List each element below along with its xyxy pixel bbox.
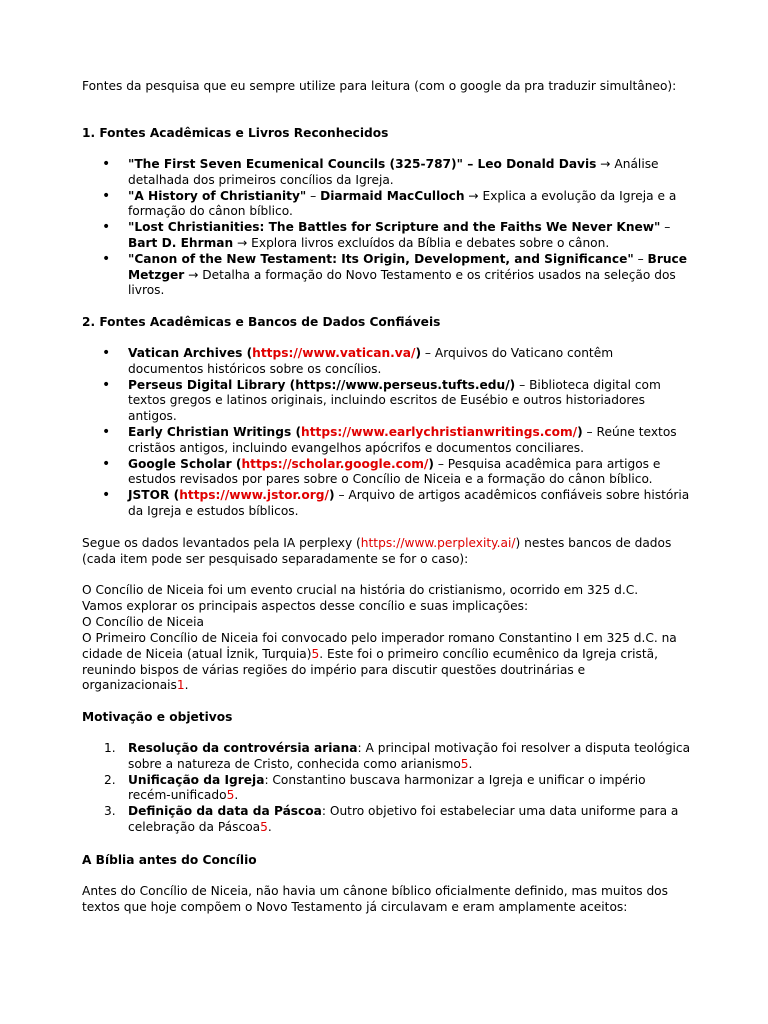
motivacao-list [82,741,692,836]
reference-link[interactable]: 5 [260,819,268,834]
reference-link[interactable]: 5 [226,788,235,803]
intro-text: Fontes da pesquisa que eu sempre utilize para leitura (com o google da pra traduzir simultâneo): [82,79,677,93]
jstor-link[interactable]: https://www.jstor.org/ [179,488,329,503]
niceia-subtitle: O Concílio de Niceia [82,615,205,629]
section2-list [82,346,692,520]
list-item: 1. Resolução da controvérsia ariana: A principal motivação foi resolver a disputa teológica sobre a natureza de Cristo, conhecida como arianismo5. [104,741,691,771]
list-item: • Google Scholar (https://scholar.google.com/) – Pesquisa acadêmica para artigos e estudos revisados por pares sobre o Concílio de Niceia e a formação do cânon bíblico. [82,457,692,489]
perplexity-paragraph: Segue os dados levantados pela IA perplexy (https://www.perplexity.ai/) nestes bancos de dados (cada item pode ser pesquisado separadamente se for o caso): [82,536,672,566]
reference-link[interactable]: 5 [311,646,320,661]
list-item: • "Canon of the New Testament: Its Origin, Development, and Significance" – Bruce Metzger → Detalha a formação do Novo Testamento e os critérios usados na seleção dos livros. [82,252,692,299]
list-item: 2. Unificação da Igreja: Constantino buscava harmonizar a Igreja e unificar o império recém-unificado5. [104,772,646,803]
vatican-link[interactable]: https://www.vatican.va/ [252,346,416,360]
earlychristianwritings-link[interactable]: https://www.earlychristianwritings.com/ [301,424,578,439]
list-item: • Vatican Archives (https://www.vatican.va/) – Arquivos do Vaticano contêm documentos históricos sobre os concílios. [82,346,692,378]
list-item: • Early Christian Writings (https://www.earlychristianwritings.com/) – Reúne textos cristãos antigos, incluindo evangelhos apócrifos e documentos conciliares. [82,425,692,457]
list-item: • Perseus Digital Library (https://www.perseus.tufts.edu/) – Biblioteca digital com textos gregos e latinos originais, incluindo escritos de Eusébio e outros historiadores antigos. [82,378,692,425]
niceia-line2: Vamos explorar os principais aspectos desse concílio e suas implicações: [82,599,529,613]
list-item: • JSTOR (https://www.jstor.org/) – Arquivo de artigos acadêmicos confiáveis sobre história da Igreja e estudos bíblicos. [82,488,692,520]
list-item: • "Lost Christianities: The Battles for Scripture and the Faiths We Never Knew" – Bart D. Ehrman → Explora livros excluídos da Bíblia e debates sobre o cânon. [82,220,692,252]
niceia-line1: O Concílio de Niceia foi um evento crucial na história do cristianismo, ocorrido em 325 d.C. [82,583,639,597]
list-item: 3. Definição da data da Páscoa: Outro objetivo foi estabeleciar uma data uniforme para a celebração da Páscoa5. [104,804,679,834]
section2-heading: 2. Fontes Acadêmicas e Bancos de Dados Confiáveis [82,315,441,329]
reference-link[interactable]: 1 [176,678,185,693]
perplexity-link[interactable]: https://www.perplexity.ai/ [360,536,516,550]
motivacao-heading: Motivação e objetivos [82,710,233,724]
list-item: • "A History of Christianity" – Diarmaid MacCulloch → Explica a evolução da Igreja e a formação do cânon bíblico. [82,189,692,221]
scholar-link[interactable]: https://scholar.google.com/ [241,456,429,471]
section1-list [82,157,692,299]
list-item: • "The First Seven Ecumenical Councils (325-787)" – Leo Donald Davis → Análise detalhada dos primeiros concílios da Igreja. [82,157,692,189]
reference-link[interactable]: 5 [460,756,469,771]
biblia-paragraph: Antes do Concílio de Niceia, não havia um cânone bíblico oficialmente definido, mas muitos dos textos que hoje compõem o Novo Testamento já circulavam e eram amplamente aceitos: [82,884,668,914]
section1-heading: 1. Fontes Acadêmicas e Livros Reconhecidos [82,126,389,140]
niceia-paragraph: O Primeiro Concílio de Niceia foi convocado pelo imperador romano Constantino I em 325 d.C. na cidade de Niceia (atual İznik, Turquia)5. Este foi o primeiro concílio ecumênico da Igreja cristã, reunindo bispos de várias regiões do império para discutir questões doutrinárias e organizacionais1. [82,631,677,693]
biblia-heading: A Bíblia antes do Concílio [82,853,257,867]
